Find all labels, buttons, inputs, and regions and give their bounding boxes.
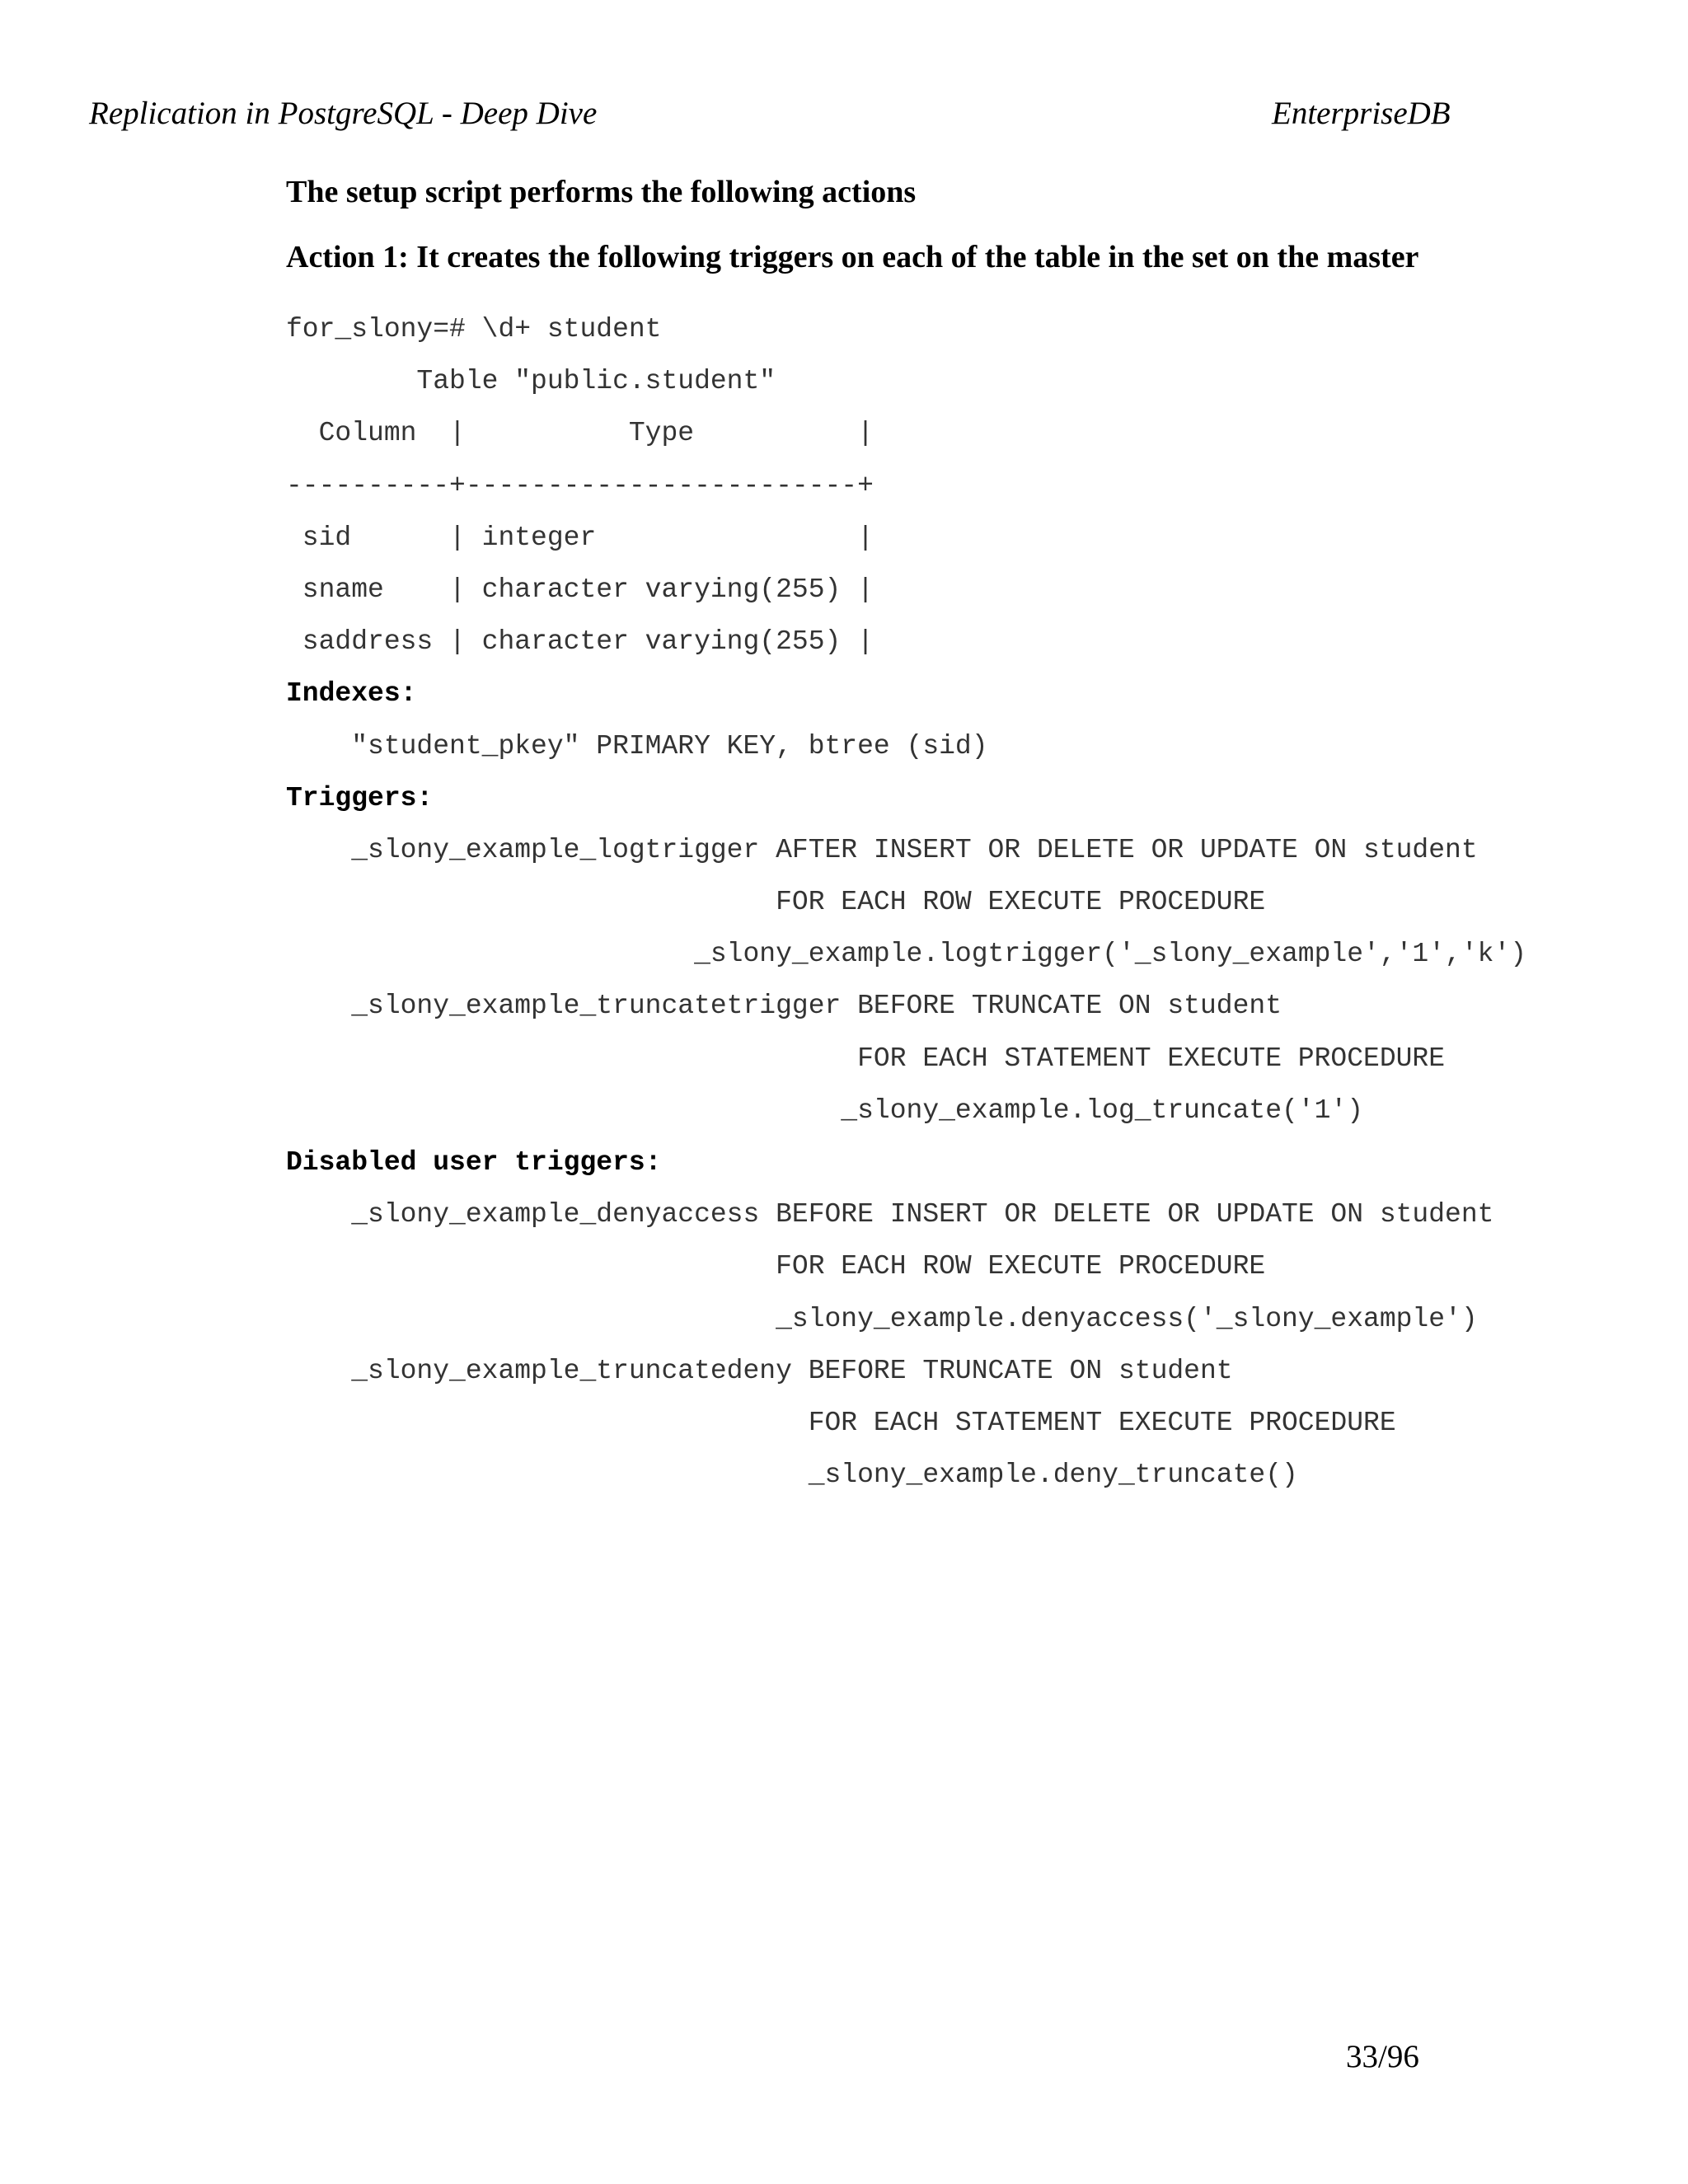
code-label-indexes: Indexes: [286, 678, 417, 710]
code-label-disabled-triggers: Disabled user triggers: [286, 1147, 662, 1178]
code-line-row-saddress: saddress | character varying(255) | [286, 626, 874, 658]
code-line-logtrigger-each-row: FOR EACH ROW EXECUTE PROCEDURE [286, 887, 1266, 918]
code-line-denyaccess-proc: _slony_example.denyaccess('_slony_example') [286, 1303, 1478, 1334]
code-line-truncatedeny-each-stmt: FOR EACH STATEMENT EXECUTE PROCEDURE [286, 1407, 1396, 1438]
code-line-logtrigger-proc: _slony_example.logtrigger('_slony_example','1','k') [286, 939, 1527, 970]
code-label-triggers: Triggers: [286, 782, 434, 813]
header-title: Replication in PostgreSQL - Deep Dive [89, 96, 598, 131]
action-heading: Action 1: It creates the following triggers on each of the table in the set on the master [286, 240, 1419, 274]
code-line-truncatedeny-proc: _slony_example.deny_truncate() [286, 1460, 1298, 1491]
code-line-logtrigger: _slony_example_logtrigger AFTER INSERT OR DELETE OR UPDATE ON student [286, 834, 1478, 865]
code-line-denyaccess-each-row: FOR EACH ROW EXECUTE PROCEDURE [286, 1251, 1266, 1282]
code-line-table-title: Table "public.student" [286, 366, 776, 397]
header-company: EnterpriseDB [1272, 96, 1451, 131]
code-line-prompt: for_slony=# \d+ student [286, 314, 662, 344]
psql-output-block [286, 303, 1526, 1501]
code-line-truncatetrigger: _slony_example_truncatetrigger BEFORE TRUNCATE ON student [286, 991, 1282, 1022]
code-line-row-sname: sname | character varying(255) | [286, 574, 874, 605]
code-line-truncatetrigger-proc: _slony_example.log_truncate('1') [286, 1094, 1364, 1126]
section-heading: The setup script performs the following actions [286, 175, 917, 209]
code-line-row-sid: sid | integer | [286, 522, 874, 553]
code-line-truncatetrigger-each-stmt: FOR EACH STATEMENT EXECUTE PROCEDURE [286, 1043, 1446, 1074]
code-line-denyaccess: _slony_example_denyaccess BEFORE INSERT OR DELETE OR UPDATE ON student [286, 1199, 1494, 1230]
code-line-index-pkey: "student_pkey" PRIMARY KEY, btree (sid) [286, 730, 988, 762]
code-line-truncatedeny: _slony_example_truncatedeny BEFORE TRUNCATE ON student [286, 1355, 1233, 1386]
code-line-separator: ----------+------------------------+ [286, 470, 874, 501]
page-number: 33/96 [1346, 2039, 1419, 2074]
code-line-column-header: Column | Type | [286, 418, 874, 449]
